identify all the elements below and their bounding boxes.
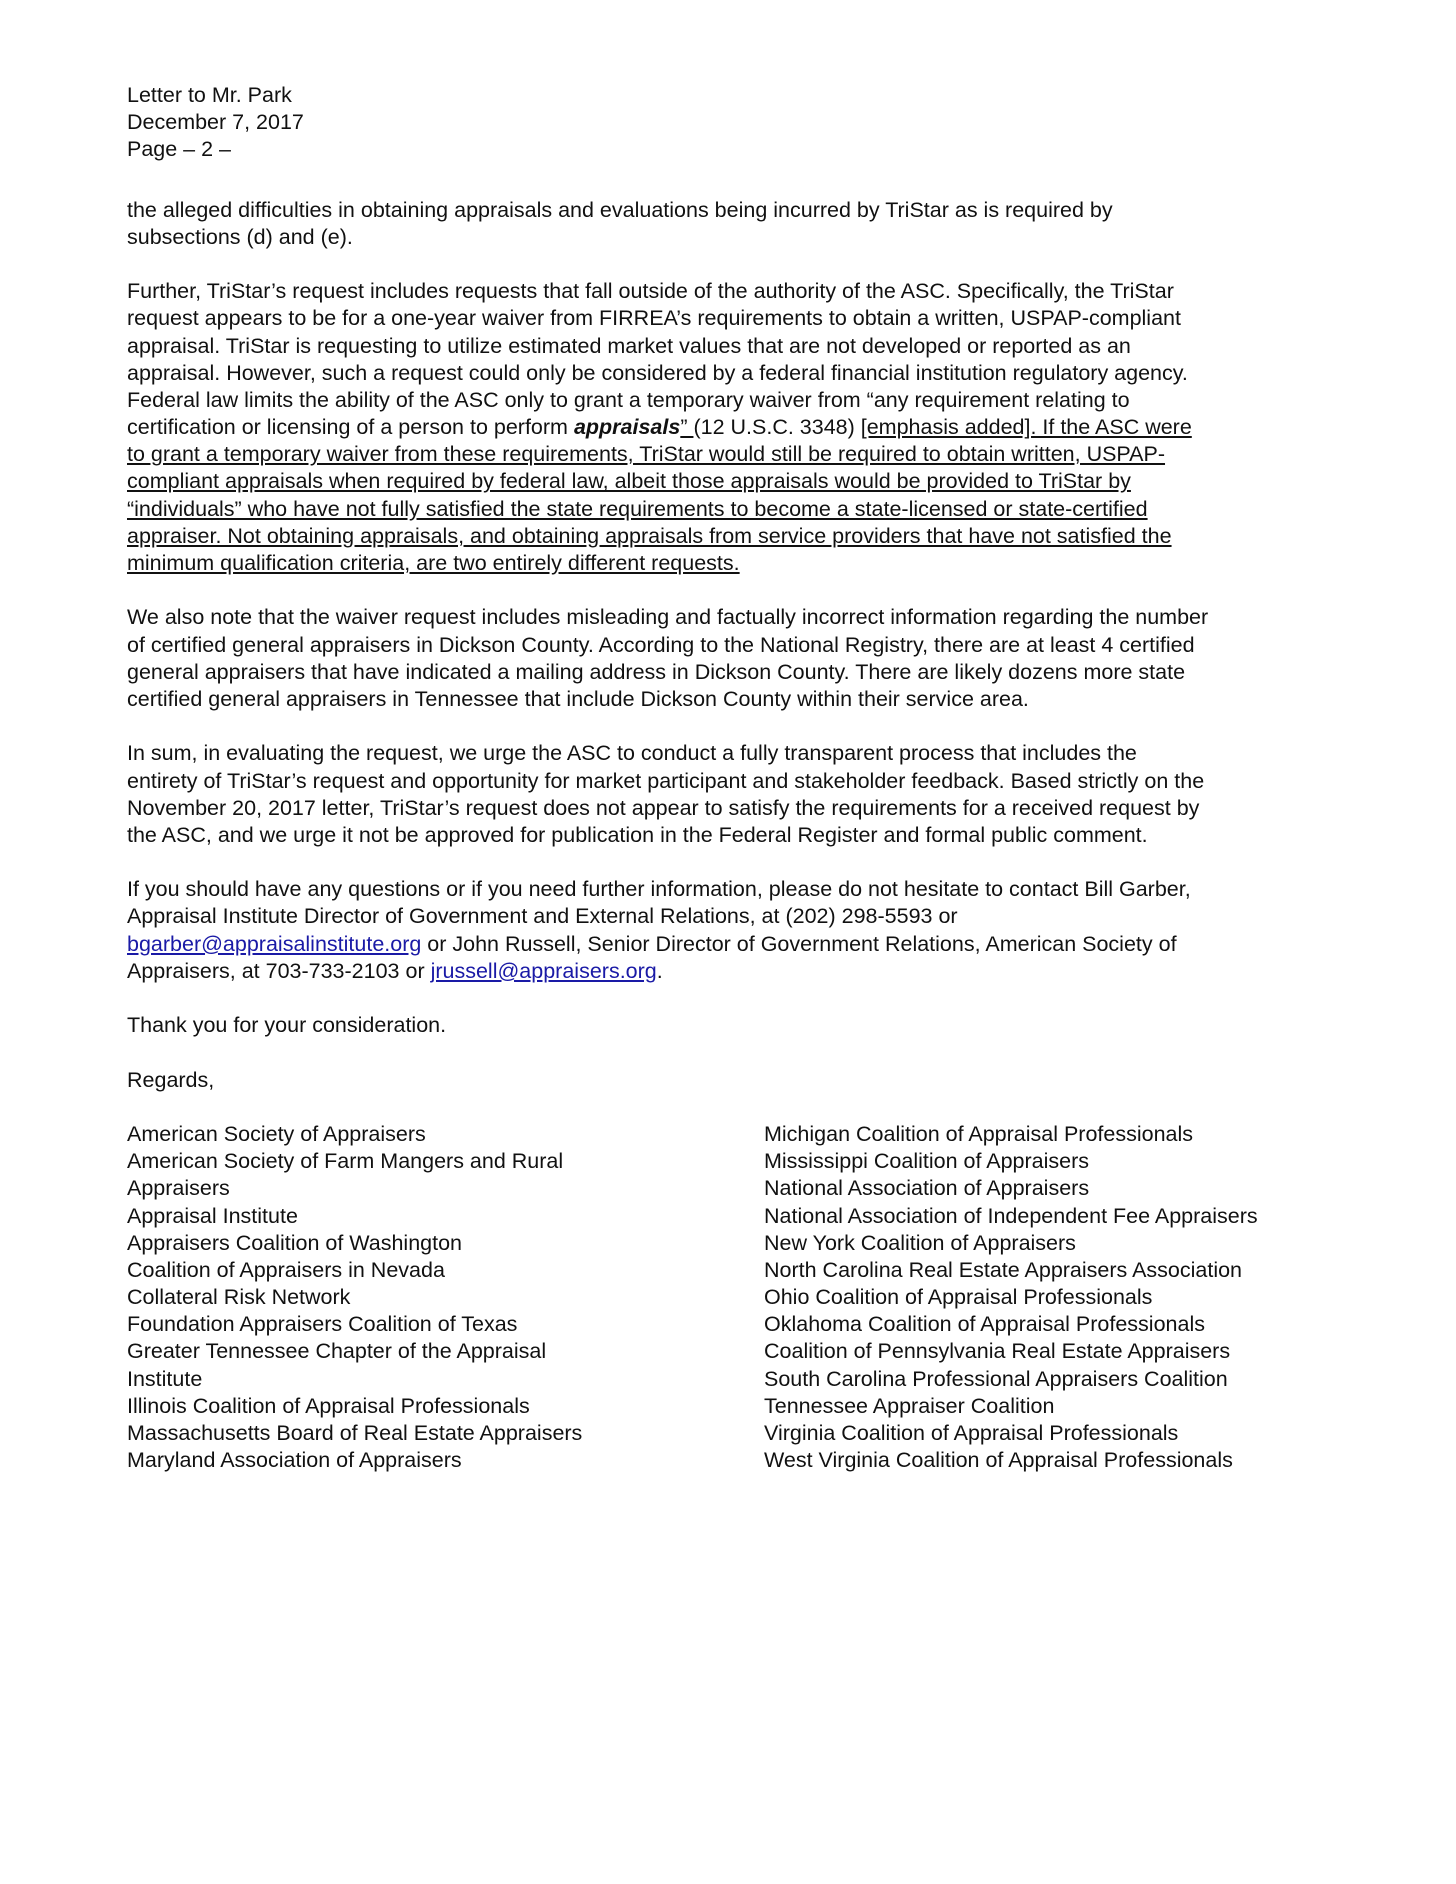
paragraph-line [127, 795, 1447, 822]
signatory: Massachusetts Board of Real Estate Appraisers [127, 1421, 583, 1445]
signatory: American Society of Appraisers [127, 1121, 426, 1146]
signatory: West Virginia Coalition of Appraisal Professionals [764, 1448, 1233, 1473]
signatory: New York Coalition of Appraisers [764, 1230, 1076, 1255]
signatory: Tennessee Appraiser Coalition [764, 1393, 1055, 1418]
paragraph-line [127, 278, 1447, 305]
signatory: Virginia Coalition of Appraisal Professionals [764, 1421, 1179, 1445]
signatory: American Society of Farm Mangers and Rural [127, 1149, 564, 1174]
paragraph [127, 1067, 1447, 1094]
paragraph-line [127, 305, 1447, 332]
paragraph-line [127, 903, 1447, 930]
paragraph-line [127, 414, 1447, 441]
email-link[interactable]: bgarber@appraisalinstitute.org [127, 931, 422, 956]
text-segment: general appraisers that have indicated a mailing address in Dickson County. There are likely dozens more state [127, 659, 1186, 684]
paragraph-line [127, 360, 1447, 387]
emphasis-text: appraisals [573, 415, 681, 440]
signatory: Institute [127, 1366, 203, 1391]
text-segment: the ASC, and we urge it not be approved for publication in the Federal Register and formal public comment. [127, 822, 1148, 847]
signatory: Greater Tennessee Chapter of the Appraisal [127, 1339, 547, 1364]
paragraph-line [127, 496, 1447, 523]
paragraph-line [127, 1012, 1447, 1039]
signatory: Maryland Association of Appraisers [127, 1448, 462, 1473]
paragraph [127, 197, 1447, 251]
text-segment: appraiser. Not obtaining appraisals, and obtaining appraisals from service providers that have not satisfied the [127, 523, 1172, 548]
text-segment: ” [680, 415, 694, 440]
text-segment: (12 U.S.C. 3348) [693, 415, 861, 440]
text-segment: November 20, 2017 letter, TriStar’s request does not appear to satisfy the requirements for a received request by [127, 795, 1200, 820]
text-segment: Further, TriStar’s request includes requests that fall outside of the authority of the ASC. Specifically, the TriStar [127, 279, 1174, 304]
text-segment: entirety of TriStar’s request and opportunity for market participant and stakeholder feedback. Based strictly on the [127, 768, 1205, 793]
paragraph-line [127, 468, 1447, 495]
text-segment: or John Russell, Senior Director of Government Relations, American Society of [421, 931, 1177, 956]
paragraph [127, 1012, 1447, 1039]
text-segment: “individuals” who have not fully satisfied the state requirements to become a state-licensed or state-certified [127, 496, 1148, 521]
signatory: Oklahoma Coalition of Appraisal Professionals [764, 1312, 1205, 1337]
text-segment: Regards, [127, 1067, 215, 1092]
text-segment: of certified general appraisers in Dickson County. According to the National Registry, there are at least 4 certified [127, 632, 1195, 657]
text-segment: Thank you for your consideration. [127, 1013, 447, 1038]
text-segment: minimum qualification criteria, are two entirely different requests. [127, 551, 740, 575]
text-segment: In sum, in evaluating the request, we urge the ASC to conduct a fully transparent process that includes the [127, 741, 1137, 766]
text-segment: appraisal. TriStar is requesting to utilize estimated market values that are not developed or reported as an [127, 333, 1131, 358]
signatory: Michigan Coalition of Appraisal Professionals [764, 1121, 1194, 1146]
text-segment: the alleged difficulties in obtaining appraisals and evaluations being incurred by TriStar as is required by [127, 197, 1113, 222]
signatories [127, 1121, 1447, 1474]
signatory: Foundation Appraisers Coalition of Texas [127, 1312, 518, 1337]
email-link[interactable]: jrussell@appraisers.org [430, 958, 657, 983]
text-segment: Appraisal Institute Director of Government and External Relations, at (202) 298-5593 or [127, 904, 958, 929]
paragraph-line [127, 441, 1447, 468]
text-segment: certified general appraisers in Tennessee that include Dickson County within their service area. [127, 686, 1029, 711]
paragraph-line [127, 632, 1447, 659]
paragraph-line [127, 197, 1447, 224]
signatory: Appraisers Coalition of Washington [127, 1230, 463, 1255]
paragraph-line [127, 1067, 1447, 1094]
header-line: Page – 2 – [127, 137, 232, 162]
paragraph-line [127, 659, 1447, 686]
signatories-right [764, 1121, 1401, 1474]
text-segment: to grant a temporary waiver from these requirements, TriStar would still be required to obtain written, USPAP- [127, 442, 1166, 467]
text-segment: Federal law limits the ability of the ASC only to grant a temporary waiver from “any requirement relating to [127, 387, 1130, 412]
text-segment: If you should have any questions or if you need further information, please do not hesitate to contact Bill Garber, [127, 877, 1191, 902]
paragraph-line [127, 333, 1447, 360]
header-line: December 7, 2017 [127, 110, 304, 135]
signatory: National Association of Appraisers [764, 1176, 1090, 1201]
text-segment: subsections (d) and (e). [127, 224, 353, 249]
paragraph [127, 278, 1447, 577]
signatory: Ohio Coalition of Appraisal Professionals [764, 1285, 1153, 1310]
text-segment: [emphasis added]. If the ASC were [860, 415, 1192, 440]
paragraph [127, 740, 1447, 849]
text-segment: appraisal. However, such a request could only be considered by a federal financial institution regulatory agency. [127, 360, 1188, 385]
text-segment: request appears to be for a one-year waiver from FIRREA’s requirements to obtain a written, USPAP-compliant [127, 306, 1181, 331]
paragraph [127, 876, 1447, 985]
signatory: Appraisal Institute [127, 1203, 298, 1228]
letter-page [127, 82, 1447, 1474]
text-segment: . [656, 958, 663, 983]
signatory: Coalition of Appraisers in Nevada [127, 1257, 445, 1282]
paragraph-line [127, 686, 1447, 713]
header-line: Letter to Mr. Park [127, 83, 292, 107]
paragraph-line [127, 931, 1447, 958]
text-segment: Appraisers, at 703-733-2103 or [127, 958, 431, 983]
paragraph [127, 604, 1447, 713]
signatory: Coalition of Pennsylvania Real Estate Appraisers [764, 1339, 1231, 1364]
paragraph-line [127, 740, 1447, 767]
letter-body [127, 197, 1447, 1094]
signatories-left [127, 1121, 764, 1474]
signatory: Collateral Risk Network [127, 1285, 351, 1310]
signatory: Appraisers [127, 1176, 230, 1201]
paragraph-line [127, 387, 1447, 414]
paragraph-line [127, 876, 1447, 903]
signatory: Illinois Coalition of Appraisal Professionals [127, 1393, 530, 1418]
signatory: Mississippi Coalition of Appraisers [764, 1149, 1090, 1174]
paragraph-line [127, 958, 1447, 985]
signatory: North Carolina Real Estate Appraisers Association [764, 1257, 1243, 1282]
text-segment: compliant appraisals when required by federal law, albeit those appraisals would be provided to TriStar by [127, 469, 1131, 494]
signatory: National Association of Independent Fee Appraisers [764, 1203, 1258, 1228]
letter-header [127, 82, 1447, 164]
paragraph-line [127, 523, 1447, 550]
text-segment: certification or licensing of a person to perform [127, 415, 574, 440]
text-segment: We also note that the waiver request includes misleading and factually incorrect information regarding the number [127, 605, 1209, 630]
paragraph-line [127, 224, 1447, 251]
signatory: South Carolina Professional Appraisers Coalition [764, 1366, 1228, 1391]
paragraph-line [127, 822, 1447, 849]
paragraph-line [127, 604, 1447, 631]
paragraph-line [127, 768, 1447, 795]
paragraph-line [127, 550, 1447, 577]
